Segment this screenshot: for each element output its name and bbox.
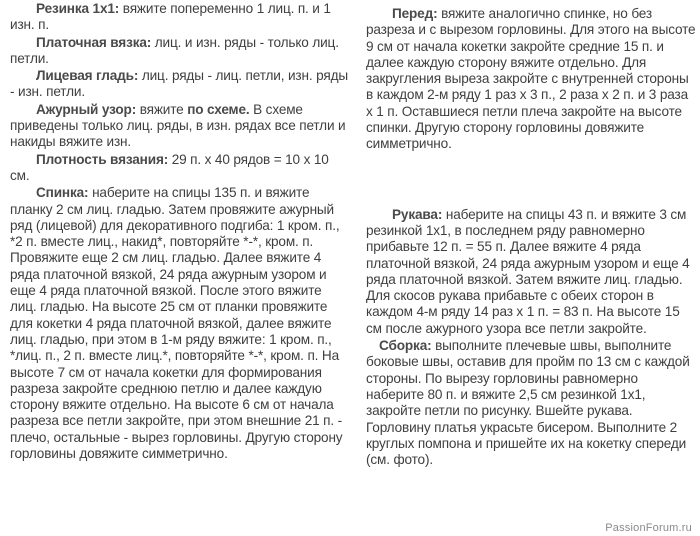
plotnost-text: 29 п. х 40 рядов = 10 х 10 см. bbox=[10, 151, 329, 183]
azhurny-heading: Ажурный узор: bbox=[36, 101, 137, 117]
rukava-text: наберите на спицы 43 п. и вяжите 3 см резинкой 1х1, в последнем ряду равномерно прибавьте 12 п. = 55 п. Далее вяжите 4 ряда платочной вязкой, 24 ряда ажурным узором и еще 4 ряда платочной вязкой. Затем вяжите лиц. гладью. Для скосов рукава прибавьте с обеих сторон в каждом 4-м ряду 14 раз х 1 п. = 83 п. На высоте 15 см после ажурного узора все петли закройте. bbox=[366, 206, 690, 336]
watermark-text: PassionForum.ru bbox=[605, 522, 692, 534]
plotnost-heading: Плотность вязания: bbox=[36, 151, 169, 167]
rezinka-text: вяжите попеременно 1 лиц. п. и 1 изн. п. bbox=[10, 1, 331, 33]
right-column bbox=[366, 6, 696, 469]
spinka-paragraph bbox=[10, 185, 350, 462]
pered-heading: Перед: bbox=[392, 6, 438, 21]
column-spacer bbox=[366, 154, 696, 207]
litsevaya-text: лиц. ряды - лиц. петли, изн. ряды - изн. петли. bbox=[10, 68, 348, 100]
pered-text: вяжите аналогично спинке, но без разреза и с вырезом горловины. Для этого на высоте 9 см от начала кокетки закройте средние 15 п. и далее каждую сторону вяжите отдельно. Для закругления выреза закройте с внутренней стороны в каждом 2-м ряду 1 раз х 3 п., 2 раза х 2 п. и 3 раза х 1 п. Оставшиеся петли плеча закройте на высоте спинки. Другую сторону горловины довяжите симметрично. bbox=[366, 6, 696, 152]
platochnaya-text: лиц. и изн. ряды - только лиц. петли. bbox=[10, 34, 339, 66]
azhurny-scheme-emphasis: по схеме. bbox=[187, 101, 250, 117]
azhurny-text-b: В схеме приведены только лиц. ряды, в изн. рядах все петли и накиды вяжите изн. bbox=[10, 101, 346, 150]
platochnaya-heading: Платочная вязка: bbox=[36, 34, 152, 50]
spinka-heading: Спинка: bbox=[36, 185, 89, 201]
plotnost-paragraph bbox=[10, 152, 350, 185]
rezinka-heading: Резинка 1х1: bbox=[36, 1, 120, 16]
sborka-paragraph bbox=[366, 338, 696, 468]
litsevaya-heading: Лицевая гладь: bbox=[36, 68, 139, 84]
pered-paragraph bbox=[366, 6, 696, 153]
rezinka-paragraph bbox=[10, 1, 350, 34]
azhurny-text-a: вяжите bbox=[136, 101, 188, 117]
sborka-text: выполните плечевые швы, выполните боковые швы, оставив для пройм по 13 см с каждой стороны. По вырезу горловины равномерно наберите 80 п. и вяжите 2,5 см резинкой 1х1, закройте петли по рисунку. Вшейте рукава. Горловину платья украсьте бисером. Выполните 2 круглых помпона и пришейте их на кокетку спереди (см. фото). bbox=[366, 338, 690, 468]
rukava-heading: Рукава: bbox=[392, 206, 443, 222]
azhurny-paragraph bbox=[10, 102, 350, 151]
left-column bbox=[10, 1, 350, 463]
rukava-paragraph bbox=[366, 207, 696, 337]
litsevaya-paragraph bbox=[10, 68, 350, 101]
spinka-text: наберите на спицы 135 п. и вяжите планку 2 см лиц. гладью. Затем провяжите ажурный ряд (лицевой) для декоративного подгиба: 1 кром. п., *2 п. вместе лиц., накид*, повторяйте *-*, кром. п. Провяжите еще 2 см лиц. гладью. Далее вяжите 4 ряда платочной вязкой, 24 ряда ажурным узором и еще 4 ряда платочной вязкой. После этого вяжите лиц. гладью. На высоте 25 см от планки провяжите для кокетки 4 ряда платочной вязкой, далее вяжите лиц. гладью, при этом в 1-м ряду вяжите: 1 кром. п., *лиц. п., 2 п. вместе лиц.*, повторяйте *-*, кром. п. На высоте 7 см от начала кокетки для формирования разреза закройте среднюю петлю и далее каждую сторону вяжите отдельно. На высоте 6 см от начала разреза все петли закройте, при этом внешние 21 п. - плечо, остальные - вырез горловины. Другую сторону горловины довяжите симметрично. bbox=[10, 185, 343, 462]
platochnaya-paragraph bbox=[10, 35, 350, 68]
sborka-heading: Сборка: bbox=[379, 338, 432, 354]
